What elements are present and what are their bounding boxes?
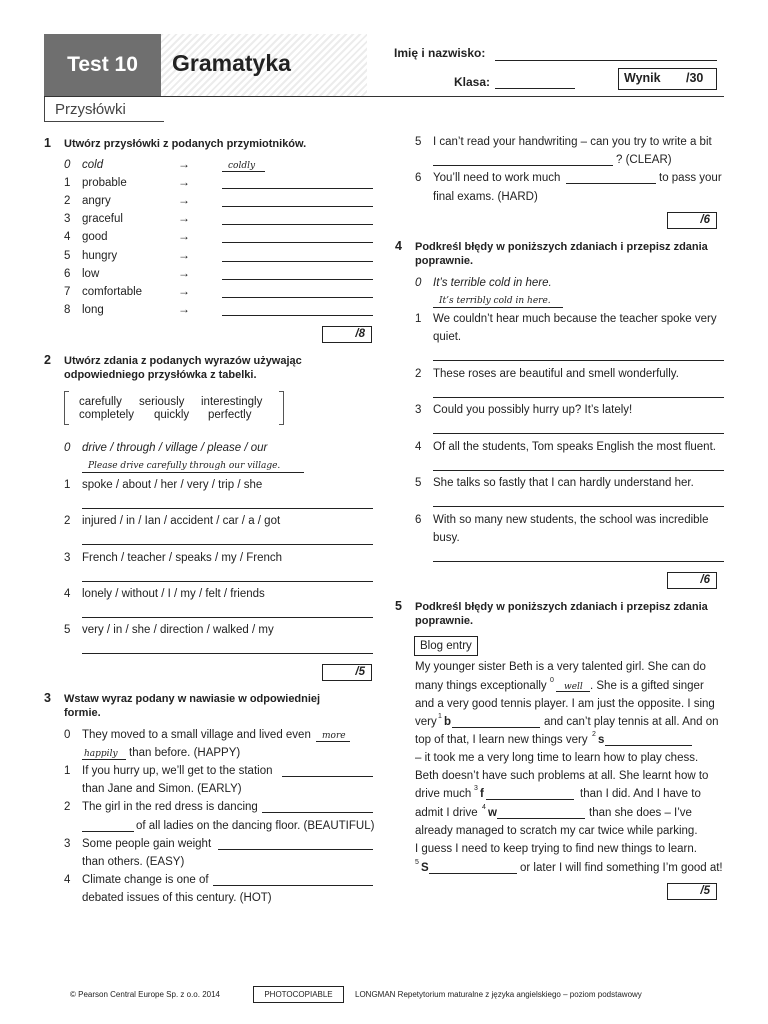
- blog-line: Beth doesn’t have such problems at all. She learnt how to: [415, 770, 709, 782]
- subsection-title: Przysłówki: [55, 101, 126, 118]
- blog-line: top of that, I learn new things very: [415, 734, 588, 746]
- name-field[interactable]: [495, 60, 717, 61]
- list-item-number: 4: [64, 874, 71, 886]
- item-text: than others. (EASY): [82, 856, 185, 868]
- answer-field[interactable]: [222, 206, 373, 207]
- arrow-icon: →: [178, 229, 190, 243]
- ex4-instruction-line1: Podkreśl błędy w poniższych zdaniach i przepisz zdania: [415, 241, 708, 253]
- item-text: of all ladies on the dancing floor. (BEAUTIFUL): [136, 820, 375, 832]
- ex1-score-box: /8: [322, 326, 372, 343]
- list-item-number: 5: [64, 624, 71, 636]
- arrow-icon: →: [178, 302, 190, 316]
- list-item-number: 0: [64, 159, 71, 171]
- gap-number: 2: [592, 731, 596, 738]
- item-text: Climate change is one of: [82, 874, 209, 886]
- blog-line: than I did. And I have to: [580, 788, 701, 800]
- word-box-tick: [279, 424, 284, 425]
- box-word: carefully: [79, 396, 122, 408]
- list-item-number: 0: [415, 277, 422, 289]
- gap-number: 1: [438, 713, 442, 720]
- item-text: ? (CLEAR): [616, 154, 672, 166]
- box-word: quickly: [154, 409, 190, 421]
- list-item-number: 3: [64, 552, 71, 564]
- blog-line: drive much: [415, 788, 472, 800]
- answer-field[interactable]: [82, 653, 373, 654]
- answer-line: [433, 307, 563, 308]
- footer-publication: LONGMAN Repetytorium maturalne z języka angielskiego – poziom podstawowy: [355, 990, 642, 999]
- list-item-text: With so many new students, the school was incredible: [433, 514, 709, 526]
- answer-field[interactable]: [222, 242, 373, 243]
- blog-line: My younger sister Beth is a very talented girl. She can do: [415, 661, 706, 673]
- answer-line: [556, 691, 590, 692]
- answer-field[interactable]: [82, 544, 373, 545]
- list-item-text-cont: busy.: [433, 532, 460, 544]
- answer-field[interactable]: [566, 183, 656, 184]
- ex5-instruction-line2: poprawnie.: [415, 615, 474, 627]
- item-text: final exams. (HARD): [433, 191, 538, 203]
- ex1-instruction: Utwórz przysłówki z podanych przymiotników.: [64, 138, 307, 150]
- blog-line: many things exceptionally: [415, 680, 547, 692]
- list-item-text: Of all the students, Tom speaks English the most fluent.: [433, 441, 716, 453]
- gap-letter: s: [598, 734, 605, 746]
- example-answer: well: [564, 682, 583, 692]
- list-item-number: 4: [64, 588, 71, 600]
- list-item-word: hungry: [82, 250, 118, 262]
- list-item-word: probable: [82, 177, 127, 189]
- answer-field[interactable]: [213, 885, 373, 886]
- answer-field[interactable]: [262, 812, 373, 813]
- ex3-number: 3: [44, 691, 51, 705]
- name-label: Imię i nazwisko:: [394, 46, 486, 60]
- answer-field[interactable]: [433, 506, 724, 507]
- ex3-instruction-line2: formie.: [64, 707, 101, 719]
- gap-field[interactable]: [497, 818, 585, 819]
- list-item-number: 6: [415, 514, 422, 526]
- list-item-number: 4: [415, 441, 422, 453]
- gap-field[interactable]: [605, 745, 692, 746]
- item-text: They moved to a small village and lived even: [82, 729, 311, 741]
- example-answer: happily: [84, 749, 118, 759]
- list-item-number: 3: [415, 404, 422, 416]
- gap-letter: f: [480, 788, 484, 800]
- blog-line: and a very good tennis player. I am just the opposite. I sing: [415, 698, 715, 710]
- answer-line: [82, 472, 304, 473]
- list-item-word: good: [82, 231, 108, 243]
- box-word: completely: [79, 409, 134, 421]
- answer-line: [316, 741, 350, 742]
- item-text: than Jane and Simon. (EARLY): [82, 783, 242, 795]
- blog-line: than she does – I’ve: [589, 807, 692, 819]
- gap-field[interactable]: [429, 873, 517, 874]
- footer-copyright: © Pearson Central Europe Sp. z o.o. 2014: [70, 990, 220, 999]
- class-label: Klasa:: [454, 75, 491, 89]
- answer-line: [82, 759, 126, 760]
- list-item-number: 6: [415, 172, 422, 184]
- answer-field[interactable]: [82, 831, 134, 832]
- score-total: /30: [686, 71, 704, 85]
- list-item-number: 5: [64, 250, 71, 262]
- list-item-text: She talks so fastly that I can hardly understand her.: [433, 477, 694, 489]
- ex2-score-box: /5: [322, 664, 372, 681]
- blog-entry-label: Blog entry: [414, 636, 478, 656]
- list-item-number: 2: [64, 515, 71, 527]
- list-item-text: very / in / she / direction / walked / my: [82, 624, 274, 636]
- gap-number: 0: [550, 677, 554, 684]
- list-item-number: 1: [415, 313, 422, 325]
- gap-number: 4: [482, 804, 486, 811]
- gap-letter: S: [421, 862, 429, 874]
- list-item-number: 8: [64, 304, 71, 316]
- ex3-score-box: /6: [667, 212, 717, 229]
- arrow-icon: →: [178, 284, 190, 298]
- item-text: If you hurry up, we’ll get to the station: [82, 765, 273, 777]
- list-item-word: long: [82, 304, 104, 316]
- gap-letter: w: [488, 807, 497, 819]
- list-item-number: 2: [64, 801, 71, 813]
- list-item-number: 6: [64, 268, 71, 280]
- arrow-icon: →: [178, 248, 190, 262]
- gap-number: 5: [415, 859, 419, 866]
- word-box-tick: [64, 424, 69, 425]
- answer-field[interactable]: [222, 224, 373, 225]
- box-word: interestingly: [201, 396, 263, 408]
- item-text: I can’t read your handwriting – can you try to write a bit: [433, 136, 712, 148]
- word-box-tick: [64, 391, 69, 392]
- class-field[interactable]: [495, 88, 575, 89]
- answer-field[interactable]: [433, 470, 724, 471]
- list-item-number: 0: [64, 729, 71, 741]
- box-word: perfectly: [208, 409, 252, 421]
- item-text: debated issues of this century. (HOT): [82, 892, 272, 904]
- list-item-number: 1: [64, 177, 71, 189]
- list-item-word: low: [82, 268, 100, 280]
- ex5-score-box: /5: [667, 883, 717, 900]
- blog-line: admit I drive: [415, 807, 478, 819]
- list-item-text: It’s terrible cold in here.: [433, 277, 552, 289]
- blog-line: very: [415, 716, 437, 728]
- list-item-number: 3: [64, 213, 71, 225]
- list-item-number: 5: [415, 477, 422, 489]
- arrow-icon: →: [178, 175, 190, 189]
- list-item-text: French / teacher / speaks / my / French: [82, 552, 283, 564]
- list-item-text: Could you possibly hurry up? It’s lately!: [433, 404, 633, 416]
- ex5-number: 5: [395, 599, 402, 613]
- item-text: to pass your: [659, 172, 722, 184]
- list-item-number: 5: [415, 136, 422, 148]
- list-item-number: 4: [64, 231, 71, 243]
- blog-line: – it took me a very long time to learn how to play chess.: [415, 752, 699, 764]
- footer-photocopiable: PHOTOCOPIABLE: [253, 986, 344, 1003]
- list-item-word: graceful: [82, 213, 123, 225]
- arrow-icon: →: [178, 193, 190, 207]
- answer-field[interactable]: [218, 849, 373, 850]
- example-answer: coldly: [228, 161, 256, 171]
- answer-field[interactable]: [222, 297, 373, 298]
- box-word: seriously: [139, 396, 185, 408]
- answer-field[interactable]: [82, 508, 373, 509]
- blog-line: already managed to scratch my car twice while parking.: [415, 825, 698, 837]
- answer-field[interactable]: [222, 279, 373, 280]
- list-item-word: comfortable: [82, 286, 143, 298]
- ex2-instruction-line1: Utwórz zdania z podanych wyrazów używając: [64, 355, 302, 367]
- test-label: Test 10: [67, 53, 138, 76]
- list-item-word: cold: [82, 159, 104, 171]
- gap-letter: b: [444, 716, 452, 728]
- blog-line: and can’t play tennis at all. And on: [544, 716, 719, 728]
- ex2-number: 2: [44, 353, 51, 367]
- list-item-number: 7: [64, 286, 71, 298]
- item-text: The girl in the red dress is dancing: [82, 801, 258, 813]
- list-item-text: lonely / without / I / my / felt / friends: [82, 588, 265, 600]
- blog-line: . She is a gifted singer: [590, 680, 704, 692]
- answer-field[interactable]: [82, 581, 373, 582]
- ex4-instruction-line2: poprawnie.: [415, 255, 474, 267]
- answer-field[interactable]: [222, 188, 373, 189]
- score-label: Wynik: [624, 71, 661, 85]
- word-box-tick: [279, 391, 284, 392]
- list-item-text: spoke / about / her / very / trip / she: [82, 479, 263, 491]
- list-item-number: 2: [415, 368, 422, 380]
- answer-field[interactable]: [433, 360, 724, 361]
- list-item-text: drive / through / village / please / our: [82, 442, 268, 454]
- gap-field[interactable]: [452, 727, 540, 728]
- ex4-number: 4: [395, 239, 402, 253]
- answer-field[interactable]: [433, 433, 724, 434]
- answer-line: [222, 171, 265, 172]
- item-text: You’ll need to work much: [433, 172, 561, 184]
- answer-field[interactable]: [222, 261, 373, 262]
- example-answer: It’s terribly cold in here.: [439, 296, 551, 306]
- ex2-instruction-line2: odpowiedniego przysłówka z tabelki.: [64, 369, 257, 381]
- item-text: than before. (HAPPY): [129, 747, 241, 759]
- list-item-number: 1: [64, 765, 71, 777]
- example-answer: Please drive carefully through our village.: [88, 461, 281, 471]
- section-title: Gramatyka: [172, 50, 291, 76]
- answer-field[interactable]: [222, 315, 373, 316]
- arrow-icon: →: [178, 157, 190, 171]
- list-item-text-cont: quiet.: [433, 331, 462, 343]
- ex1-number: 1: [44, 136, 51, 150]
- answer-field[interactable]: [282, 776, 373, 777]
- answer-field[interactable]: [433, 165, 613, 166]
- arrow-icon: →: [178, 211, 190, 225]
- ex4-score-box: /6: [667, 572, 717, 589]
- answer-field[interactable]: [433, 561, 724, 562]
- list-item-text: We couldn’t hear much because the teacher spoke very: [433, 313, 717, 325]
- gap-number: 3: [474, 785, 478, 792]
- list-item-text: injured / in / Ian / accident / car / a / got: [82, 515, 281, 527]
- answer-field[interactable]: [433, 397, 724, 398]
- ex5-instruction-line1: Podkreśl błędy w poniższych zdaniach i przepisz zdania: [415, 601, 708, 613]
- blog-line: or later I will find something I’m good at!: [520, 862, 723, 874]
- ex3-instruction-line1: Wstaw wyraz podany w nawiasie w odpowiedniej: [64, 693, 321, 705]
- list-item-number: 3: [64, 838, 71, 850]
- list-item-number: 2: [64, 195, 71, 207]
- list-item-number: 1: [64, 479, 71, 491]
- gap-field[interactable]: [486, 799, 574, 800]
- arrow-icon: →: [178, 266, 190, 280]
- example-answer: more: [322, 731, 346, 741]
- blog-line: I guess I need to keep trying to find new things to learn.: [415, 843, 697, 855]
- list-item-number: 0: [64, 442, 71, 454]
- item-text: Some people gain weight: [82, 838, 212, 850]
- answer-field[interactable]: [82, 617, 373, 618]
- list-item-text: These roses are beautiful and smell wonderfully.: [433, 368, 679, 380]
- list-item-word: angry: [82, 195, 111, 207]
